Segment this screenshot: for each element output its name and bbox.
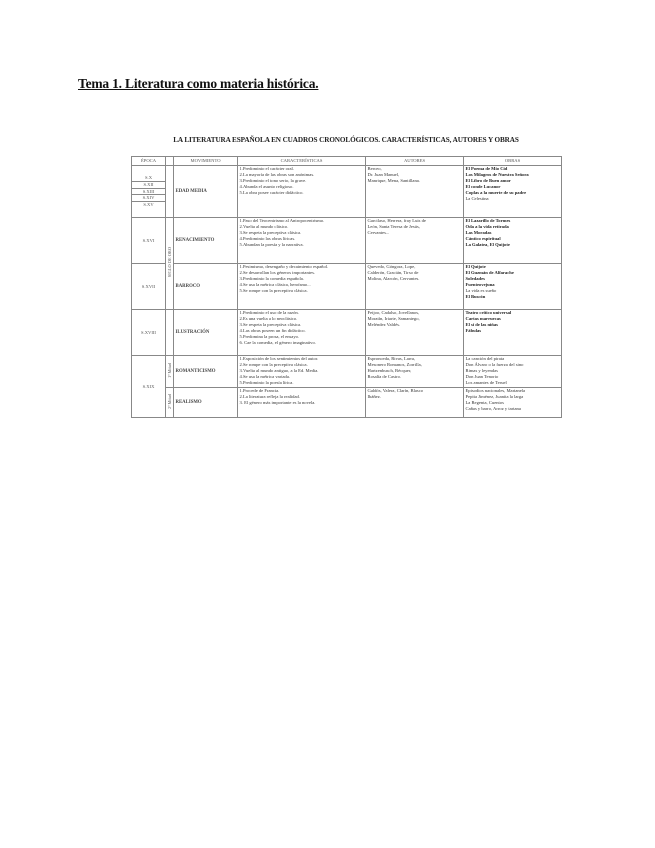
work-line: Los Milagros de Nuestra Señora (465, 171, 529, 177)
characteristic-line: 3.Vuelta al mundo antiguo, a la Ed. Media. (239, 367, 319, 373)
characteristic-line: 2.La literatura refleja la realidad. (239, 393, 300, 399)
characteristic-line: 2.Se rompe con la preceptiva clásica. (239, 361, 308, 367)
header-spacer (166, 157, 174, 166)
author-line: Galdós, Valera, Clarín, Blasco (367, 388, 424, 393)
table-row (132, 388, 562, 418)
period-sublabel: 1ª Mitad (166, 363, 172, 379)
header-epoca: ÉPOCA (132, 157, 166, 166)
work-line: Los amantes de Teruel (465, 379, 507, 385)
era-cell (132, 166, 166, 218)
characteristic-line: 5.La obra posee carácter didáctico. (239, 189, 304, 195)
characteristic-line: 3. El género más importante es la novela. (239, 399, 316, 405)
table-row (132, 356, 562, 388)
period-sublabel: 2ª Mitad (166, 394, 172, 410)
siglo-de-oro-cell (166, 218, 174, 310)
authors-cell (366, 218, 464, 264)
chronology-table (131, 156, 562, 418)
era-cell (132, 356, 166, 418)
authors-cell (366, 388, 464, 418)
header-caracteristicas: CARACTERÍSTICAS (238, 157, 366, 166)
author-line: Feijoo, Cadalso, Jovellanos, (367, 310, 420, 315)
works-cell (464, 166, 562, 218)
work-line: Cántico espiritual (465, 235, 501, 241)
work-line: La vida es sueño (465, 287, 497, 293)
characteristic-line: 2.La mayoría de las obras son anónimas. (239, 171, 315, 177)
work-line: Pepita Jiménez, Juanita la larga (465, 393, 524, 399)
era-label: S.XIX (142, 383, 155, 389)
work-line: El Buscón (465, 293, 486, 299)
table-title: LA LITERATURA ESPAÑOLA EN CUADROS CRONOLÓGICOS. CARACTERÍSTICAS, AUTORES Y OBRAS (173, 136, 519, 144)
movement-cell: REALISMO (174, 388, 238, 418)
work-line: El sí de las niñas (465, 321, 498, 327)
period-subcell (166, 356, 174, 388)
period-subcell (166, 388, 174, 418)
characteristic-line: 1.Procede de Francia. (239, 388, 280, 393)
work-line: La Celestina (465, 195, 489, 201)
author-line: Espronceda, Rivas, Larra, (367, 356, 416, 361)
characteristic-line: 5.Abundan la poesía y la narrativa. (239, 241, 304, 247)
era-label: S.XII (132, 182, 165, 189)
era-label: S.XV (143, 202, 154, 208)
work-line: Fábulas (465, 327, 482, 333)
work-line: El conde Lucanor (465, 183, 501, 189)
movement-cell: RENACIMIENTO (174, 218, 238, 264)
work-line: Las Moradas (465, 229, 492, 235)
author-line: Ibáñez. (367, 393, 381, 399)
characteristics-cell (238, 388, 366, 418)
characteristic-line: 1.Paso del Teocentrismo al Antropocentrismo. (239, 218, 325, 223)
period-subcell (166, 310, 174, 356)
work-line: Fuenteovejuna (465, 281, 495, 287)
work-line: Cañas y barro, Arroz y tartana (465, 405, 521, 411)
work-line: La Galatea, El Quijote (465, 241, 510, 247)
characteristic-line: 4.Se usa la métrica variada. (239, 373, 291, 379)
characteristics-cell (238, 356, 366, 388)
works-cell (464, 310, 562, 356)
author-line: León, Santa Teresa de Jesús, (367, 223, 420, 229)
movement-cell: ROMANTICISMO (174, 356, 238, 388)
era-label: S.XVII (141, 283, 156, 289)
era-label: S.XIII (132, 189, 165, 196)
embedded-table-image (131, 136, 561, 418)
characteristic-line: 5.Se rompe con la preceptiva clásica. (239, 287, 308, 293)
author-line: Berceo, (367, 166, 382, 171)
work-line: El Libro de Buen amor (465, 177, 511, 183)
characteristic-line: 4.Las obras poseen un fin didáctico. (239, 327, 306, 333)
characteristic-line: 6. Cae la comedia, el género imaginativo. (239, 339, 316, 345)
author-line: Meléndez Valdés. (367, 321, 401, 327)
era-label: S.XVI (142, 237, 155, 243)
siglo-de-oro-label: SIGLO DE ORO (166, 247, 172, 278)
characteristics-cell (238, 310, 366, 356)
author-line: Quevedo, Góngora, Lope, (367, 264, 416, 269)
work-line: Rimas y leyendas (465, 367, 498, 373)
characteristic-line: 2.Es una vuelta a lo neoclásico. (239, 315, 298, 321)
characteristic-line: 5.Predominio la poesía lírica. (239, 379, 294, 385)
author-line: Mesonero Romanos, Zorrilla, (367, 361, 422, 367)
era-cell (132, 264, 166, 310)
author-line: Rosalía de Castro. (367, 373, 402, 379)
work-line: El Quijote (465, 264, 486, 269)
works-cell (464, 218, 562, 264)
author-line: Calderón, Gracián, Tirso de (367, 269, 419, 275)
characteristic-line: 3.Predominio la comedia española. (239, 275, 304, 281)
characteristic-line: 1.Exposición de los sentimientos del autor. (239, 356, 319, 361)
characteristic-line: 1.Predominio el uso de la razón. (239, 310, 299, 315)
movement-cell: ILUSTRACIÓN (174, 310, 238, 356)
characteristics-cell (238, 264, 366, 310)
header-movimiento: MOVIMIENTO (174, 157, 238, 166)
works-cell (464, 388, 562, 418)
work-line: Oda a la vida retirada (465, 223, 509, 229)
table-header-row (132, 157, 562, 166)
characteristics-cell (238, 166, 366, 218)
table-row (132, 310, 562, 356)
author-line: Garcilaso, Herrera, fray Luis de (367, 218, 426, 223)
author-line: Hartzenbusch, Bécquer, (367, 367, 412, 373)
characteristic-line: 3.Se respeta la preceptiva clásica. (239, 321, 302, 327)
work-line: La canción del pirata (465, 356, 505, 361)
author-line: Cervantes... (367, 229, 390, 235)
authors-cell (366, 356, 464, 388)
characteristic-line: 4.Se usa la métrica clásica, heroísmo... (239, 281, 311, 287)
characteristic-line: 2.Se desarrollan los géneros importantes. (239, 269, 316, 275)
header-autores: AUTORES (366, 157, 464, 166)
characteristic-line: 3.Predominio el tono serio, la grave. (239, 177, 307, 183)
table-row (132, 166, 562, 218)
characteristics-cell (238, 218, 366, 264)
authors-cell (366, 310, 464, 356)
table-row (132, 218, 562, 264)
author-line: Dr. Juan Manuel, (367, 171, 400, 177)
movement-cell: BARROCO (174, 264, 238, 310)
table-body (132, 166, 562, 418)
document-title: Tema 1. Literatura como materia histórica. (78, 76, 319, 91)
era-label: S.XVIII (141, 329, 156, 335)
characteristic-line: 1.Predominio el carácter oral. (239, 166, 294, 171)
era-cell (132, 310, 166, 356)
work-line: El Lazarillo de Tormes (465, 218, 511, 223)
characteristic-line: 4.Predominio las obras líricas. (239, 235, 296, 241)
work-line: Coplas a la muerte de su padre (465, 189, 527, 195)
era-cell (132, 218, 166, 264)
era-label: S.XIV (132, 195, 165, 202)
characteristic-line: 5.Predomina la prosa, el ensayo. (239, 333, 300, 339)
author-line: Manrique, Mena, Santillana. (367, 177, 420, 183)
characteristic-line: 1.Pesimismo, desengaño y decaimiento español. (239, 264, 329, 269)
period-subcell (166, 166, 174, 218)
era-label: S.X (132, 175, 165, 182)
works-cell (464, 264, 562, 310)
characteristic-line: 4.Abunda el asunto religioso. (239, 183, 294, 189)
authors-cell (366, 264, 464, 310)
authors-cell (366, 166, 464, 218)
work-line: El Guzmán de Alfarache (465, 269, 514, 275)
work-line: Don Juan Tenorio (465, 373, 499, 379)
characteristic-line: 3.Se respeta la preceptiva clásica. (239, 229, 302, 235)
movement-cell: EDAD MEDIA (174, 166, 238, 218)
works-cell (464, 356, 562, 388)
table-row (132, 264, 562, 310)
work-line: El Poema de Mío Cid (465, 166, 508, 171)
work-line: Soledades (465, 275, 485, 281)
author-line: Moratín, Iriarte, Samaniego, (367, 315, 420, 321)
header-obras: OBRAS (464, 157, 562, 166)
work-line: Don Álvaro o la fuerza del sino (465, 361, 524, 367)
work-line: Teatro crítico universal (465, 310, 512, 315)
work-line: La Regenta, Cuentos (465, 399, 504, 405)
work-line: Episodios nacionales, Marianela (465, 388, 526, 393)
author-line: Molina, Alarcón, Cervantes. (367, 275, 420, 281)
characteristic-line: 2.Vuelta al mundo clásico. (239, 223, 289, 229)
work-line: Cartas marruecas (465, 315, 501, 321)
